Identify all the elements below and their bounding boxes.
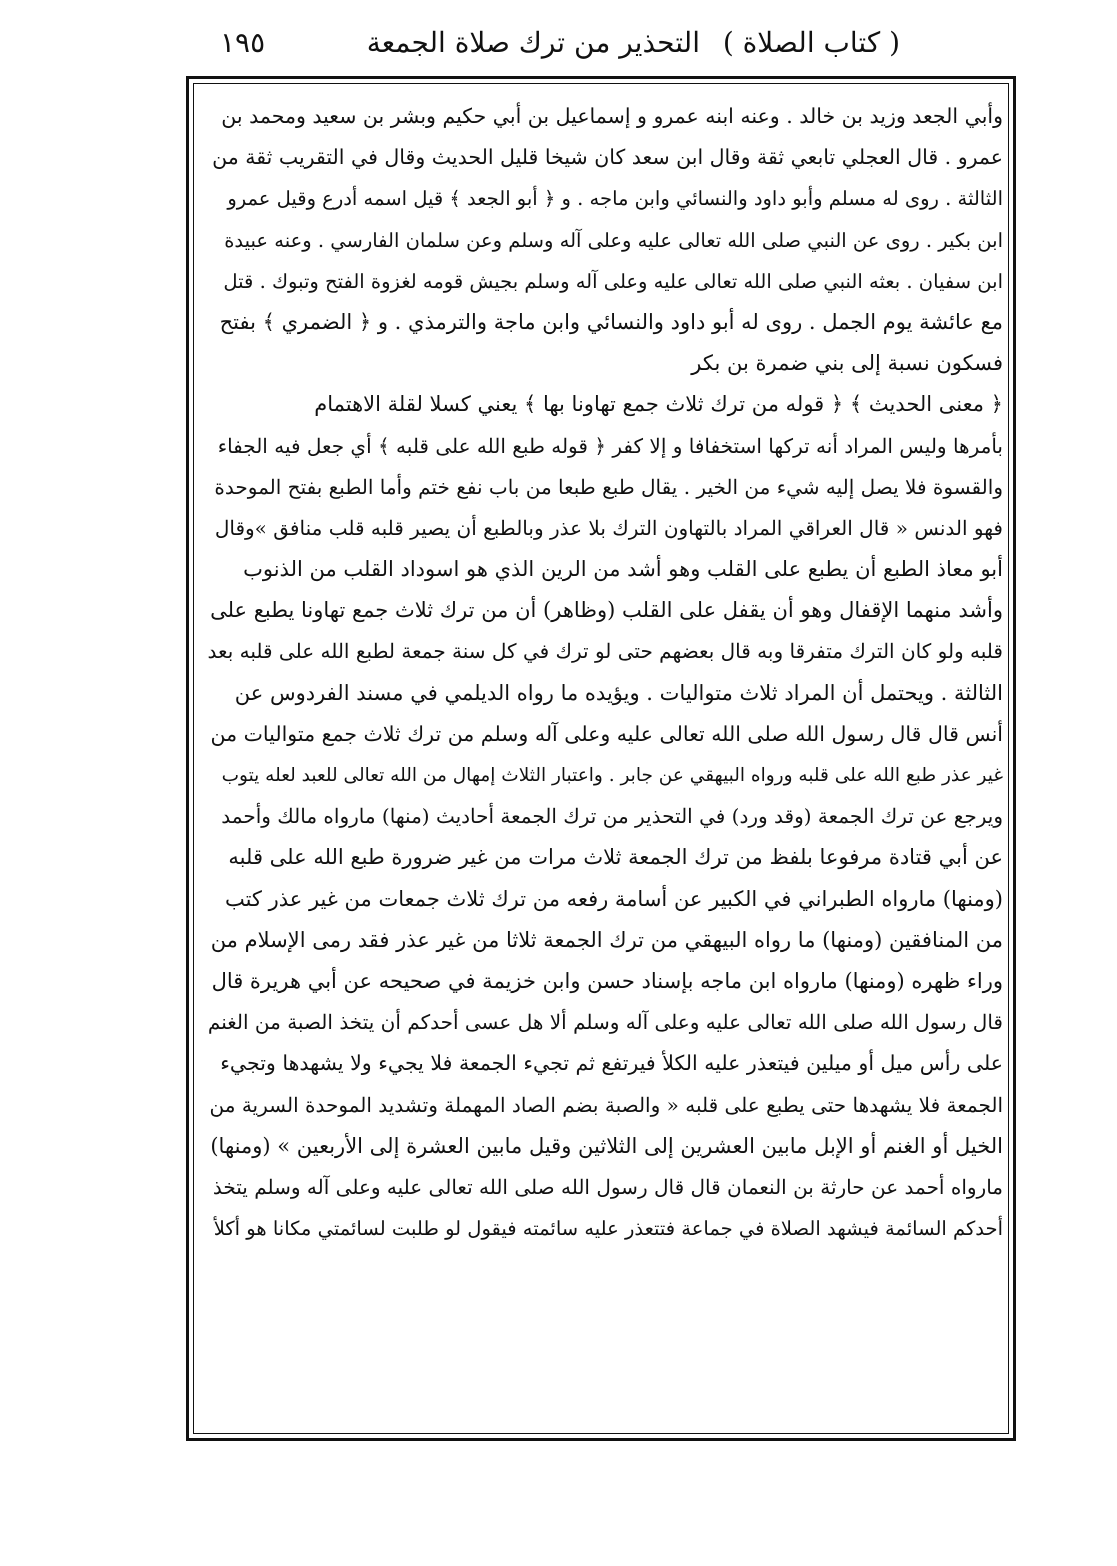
text-line: والقسوة فلا يصل إليه شيء من الخير . يقال طبع طبعا من باب نفع ختم وأما الطبع بفتح الموحدة [214,474,1003,499]
text-line: من المنافقين (ومنها) ما رواه البيهقي من ترك الجمعة ثلاثا من غير عذر فقد رمى الإسلام من [210,927,1003,952]
text-line: عمرو . قال العجلي تابعي ثقة وقال ابن سعد كان شيخا قليل الحديث وقال في التقريب ثقة من [212,145,1003,170]
text-body [208,96,1003,1416]
text-line: عن أبي قتادة مرفوعا بلفظ من ترك الجمعة ثلاث مرات من غير ضرورة طبع الله على قلبه [228,845,1003,870]
text-line: قلبه ولو كان الترك متفرقا وبه قال بعضهم حتى لو ترك في كل سنة جمعة لطبع الله على قلبه بعد [208,639,1003,664]
text-line: ابن سفيان . بعثه النبي صلى الله تعالى عليه وعلى آله وسلم بجيش قومه لغزوة الفتح وتبوك . قتل [223,269,1003,293]
book-title: ( كتاب الصلاة ) [722,26,900,59]
text-line: الثالثة . روى له مسلم وأبو داود والنسائي وابن ماجه . و ﴿ أبو الجعد ﴾ قيل اسمه أدرع وقيل عمرو [227,187,1003,211]
text-line: مع عائشة يوم الجمل . روى له أبو داود والنسائي وابن ماجة والترمذي . و ﴿ الضمري ﴾ بفتح [219,309,1003,334]
text-line: فهو الدنس « قال العراقي المراد بالتهاون الترك بلا عذر وبالطبع أن يصير قلبه قلب منافق »وقال [214,515,1003,540]
text-line: غير عذر طبع الله على قلبه ورواه البيهقي عن جابر . واعتبار الثلاث إمهال من الله تعالى للعبد لعله يتوب [221,765,1003,786]
text-line: وأبي الجعد وزيد بن خالد . وعنه ابنه عمرو و إسماعيل بن أبي حكيم وبشر بن سعيد ومحمد بن [221,104,1003,128]
text-line: ابن بكير . روى عن النبي صلى الله تعالى عليه وعلى آله وسلم وعن سلمان الفارسي . وعنه عبيدة [224,228,1003,252]
page-header [200,18,900,68]
text-line: (ومنها) مارواه الطبراني في الكبير عن أسامة رفعه من ترك ثلاث جمعات من غير عذر كتب [224,886,1003,911]
text-line: الجمعة فلا يشهدها حتى يطبع على قلبه « والصبة بضم الصاد المهملة وتشديد الموحدة السرية من [209,1092,1003,1117]
text-line: فسكون نسبة إلى بني ضمرة بن بكر [691,351,1003,376]
text-line: ويرجع عن ترك الجمعة (وقد ورد) في التحذير من ترك الجمعة أحاديث (منها) مارواه مالك وأحمد [221,804,1003,829]
chapter-title: التحذير من ترك صلاة الجمعة [366,26,700,59]
text-line: أبو معاذ الطبع أن يطبع على القلب وهو أشد من الرين الذي هو اسوداد القلب من الذنوب [243,557,1003,582]
text-line: وراء ظهره (ومنها) مارواه ابن ماجه بإسناد حسن وابن خزيمة في صحيحه عن أبي هريرة قال [211,968,1003,993]
text-line: ﴿ معنى الحديث ﴾ ﴿ قوله من ترك ثلاث جمع تهاونا بها ﴾ يعني كسلا لقلة الاهتمام [314,392,1003,417]
text-line: أحدكم السائمة فيشهد الصلاة في جماعة فتتعذر عليه سائمته فيقول لو طلبت لسائمتي مكانا هو أكلأ [213,1217,1003,1241]
text-line: بأمرها وليس المراد أنه تركها استخفافا و إلا كفر ﴿ قوله طبع الله على قلبه ﴾ أي جعل فيه الجفاء [217,433,1003,458]
text-line: الخيل أو الغنم أو الإبل مابين العشرين إلى الثلاثين وقيل مابين العشرة إلى الأربعين » (ومنها) [210,1133,1003,1158]
text-line: الثالثة . ويحتمل أن المراد ثلاث متواليات . ويؤيده ما رواه الديلمي في مسند الفردوس عن [234,680,1003,705]
text-line: مارواه أحمد عن حارثة بن النعمان قال قال رسول الله صلى الله تعالى عليه وعلى آله وسلم يتخذ [212,1174,1003,1199]
text-line: على رأس ميل أو ميلين فيتعذر عليه الكلأ فيرتفع ثم تجيء الجمعة فلا يجيء ولا يشهدها وتجيء [220,1051,1003,1076]
text-line: قال رسول الله صلى الله تعالى عليه وعلى آله وسلم ألا هل عسى أحدكم أن يتخذ الصبة من الغنم [208,1010,1003,1035]
page-number: ١٩٥ [220,26,266,59]
text-line: وأشد منهما الإقفال وهو أن يقفل على القلب (وظاهر) أن من ترك ثلاث جمع تهاونا يطبع على [210,598,1003,623]
text-line: أنس قال قال رسول الله صلى الله تعالى عليه وعلى آله وسلم من ترك ثلاث جمع متواليات من [210,721,1003,746]
